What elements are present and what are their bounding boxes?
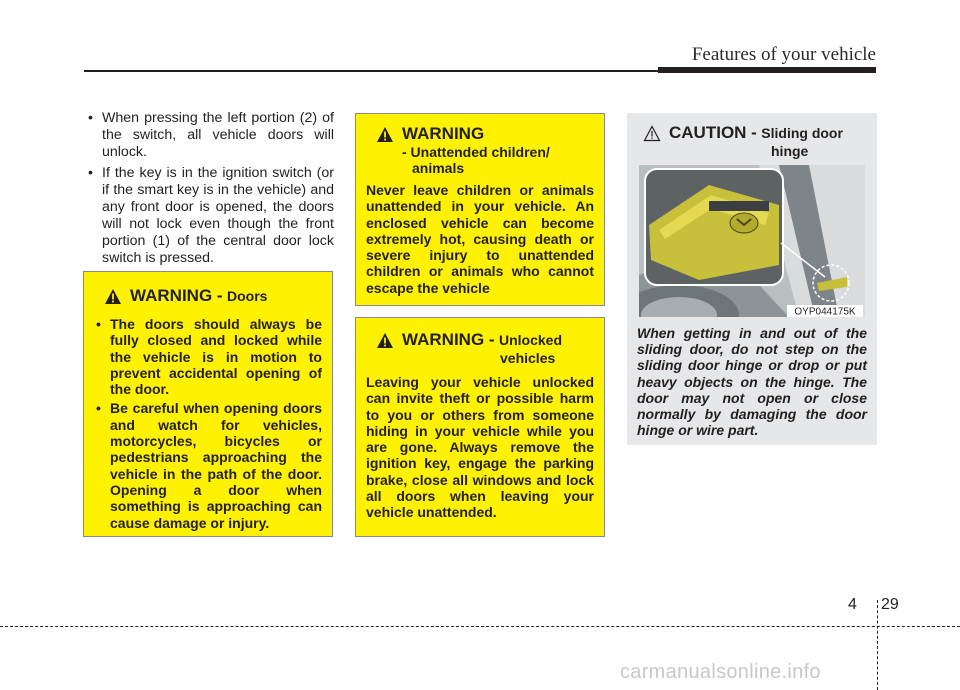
intro-bullet: • If the key is in the ignition switch (or if the smart key is in the vehicle) and any front door is opened, the doors will not lock even though the front portion (1) of the central door lock switch is pressed.	[84, 165, 334, 267]
warning-subject: - Unattended children/	[402, 144, 550, 160]
footer-rule	[0, 626, 960, 627]
warning-word: WARNING -	[402, 330, 495, 349]
warning-box-doors	[83, 271, 333, 537]
watermark: carmanualsonline.info	[620, 661, 821, 683]
warning-subject-cont: vehicles	[500, 350, 556, 366]
warning-box-unattended-children	[355, 113, 605, 306]
warning-body: Leaving your vehicle unlocked can invite theft or possible harm to you or others from someone hiding in your vehicle while you are gone. Always remove the ignition key, engage the parking brake, close all windows and lock all doors when leaving your vehicle unattended.	[366, 374, 594, 521]
caution-box-sliding-door-hinge	[627, 113, 877, 445]
warning-subject: Doors	[227, 288, 268, 304]
warning-item: • Be careful when opening doors and watch for vehicles, motorcycles, bicycles or pedestrians approaching the vehicle in the path of the door. Opening a door when something is approaching can cause damage or injury.	[94, 400, 322, 530]
warning-heading	[376, 124, 594, 144]
header-rule-accent	[658, 67, 876, 73]
warning-heading	[376, 330, 594, 350]
footer-divider	[877, 600, 878, 690]
warning-subject: Unlocked	[499, 332, 563, 348]
image-code-label: OYP044175K	[794, 306, 856, 317]
intro-bullets	[84, 110, 334, 271]
page-header-title: Features of your vehicle	[691, 44, 876, 65]
warning-triangle-icon	[376, 126, 394, 143]
caution-body: When getting in and out of the sliding door, do not step on the sliding door hinge or drop or put heavy objects on the hinge. The door may not open or close normally by damaging the door hinge or wire part.	[637, 325, 867, 439]
warning-heading	[104, 286, 322, 306]
warning-word: WARNING	[402, 124, 485, 143]
warning-triangle-icon	[104, 288, 122, 305]
warning-subject-cont: animals	[412, 160, 465, 176]
sliding-door-hinge-illustration	[639, 165, 865, 317]
caution-subject: Sliding door	[761, 125, 843, 141]
caution-word: CAUTION -	[669, 123, 757, 142]
intro-bullet: • When pressing the left portion (2) of the switch, all vehicle doors will unlock.	[84, 110, 334, 161]
caution-triangle-icon	[643, 125, 661, 142]
warning-item: • The doors should always be fully closed and locked while the vehicle is in motion to prevent accidental opening of the door.	[94, 316, 322, 397]
warning-word: WARNING -	[130, 286, 223, 305]
warning-box-unlocked-vehicles	[355, 317, 605, 537]
caution-subject-cont: hinge	[771, 143, 809, 159]
warning-body: Never leave children or animals unattended in your vehicle. An enclosed vehicle can become extremely hot, causing death or severe injury to unattended children or animals who cannot escape the vehicle	[366, 182, 594, 296]
chapter-number: 4	[848, 596, 857, 613]
page-number: 29	[881, 596, 899, 613]
caution-heading	[643, 123, 867, 143]
warning-triangle-icon	[376, 332, 394, 349]
